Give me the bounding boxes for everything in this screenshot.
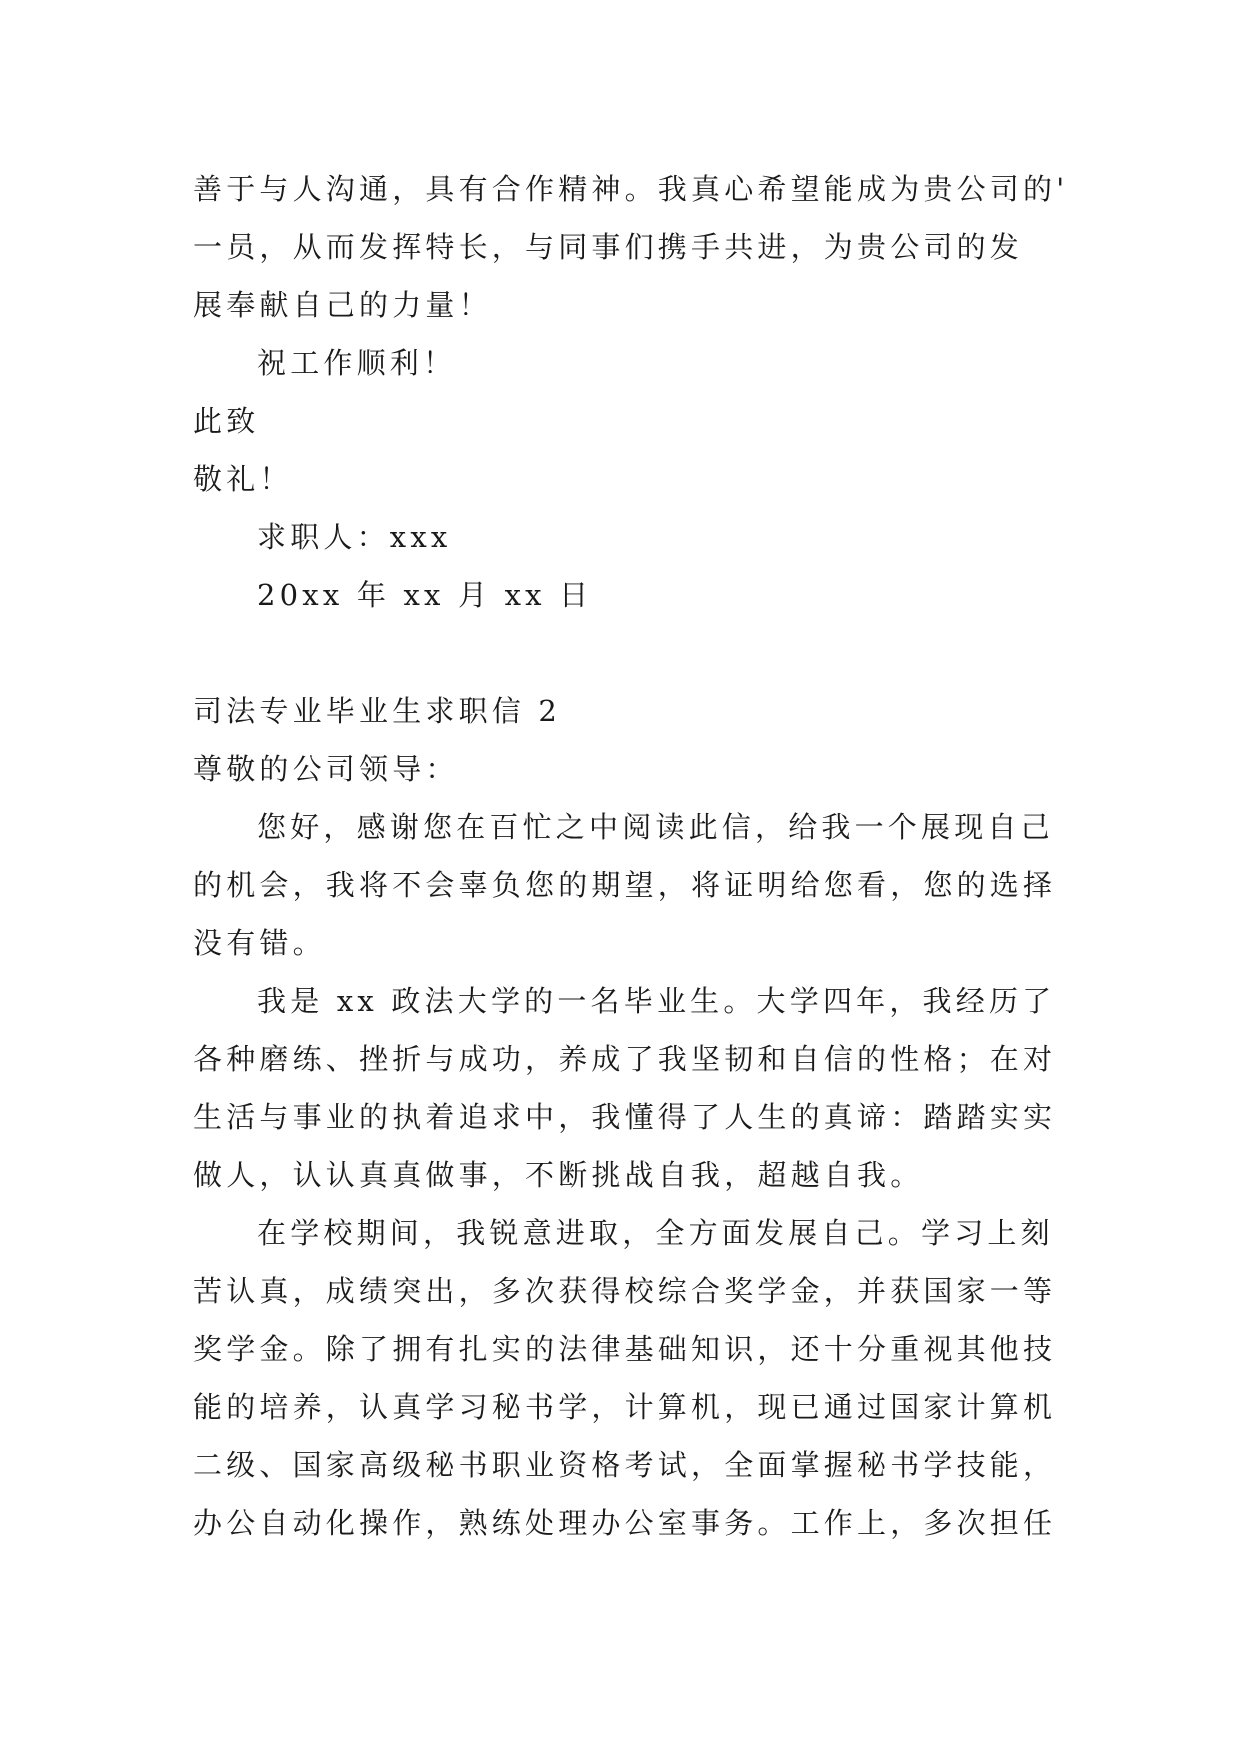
letter2-p3-line: 二级、国家高级秘书职业资格考试，全面掌握秘书学技能，	[193, 1448, 1057, 1482]
letter2-p3-line: 奖学金。除了拥有扎实的法律基础知识，还十分重视其他技	[193, 1332, 1057, 1366]
letter1-signature: 求职人：xxx	[257, 520, 452, 554]
letter1-line: 善于与人沟通，具有合作精神。我真心希望能成为贵公司的'	[193, 172, 1069, 206]
letter1-closing-2: 敬礼！	[193, 462, 293, 496]
letter2-p2-line: 做人，认认真真做事，不断挑战自我，超越自我。	[193, 1158, 924, 1192]
letter2-p2-line: 我是 xx 政法大学的一名毕业生。大学四年，我经历了	[257, 984, 1056, 1018]
section-gap	[193, 624, 1053, 682]
letter1-wish: 祝工作顺利！	[257, 346, 457, 380]
letter1-date: 20xx 年 xx 月 xx 日	[257, 578, 593, 612]
letter2-p3-line: 在学校期间，我锐意进取，全方面发展自己。学习上刻	[257, 1216, 1054, 1250]
letter1-closing-1: 此致	[193, 404, 260, 438]
letter2-p1-line: 您好，感谢您在百忙之中阅读此信，给我一个展现自己	[257, 810, 1054, 844]
letter2-salutation: 尊敬的公司领导：	[193, 752, 459, 786]
letter2-p3-line: 苦认真，成绩突出，多次获得校综合奖学金，并获国家一等	[193, 1274, 1057, 1308]
letter2-p1-line: 没有错。	[193, 926, 326, 960]
letter2-p3-line: 办公自动化操作，熟练处理办公室事务。工作上，多次担任	[193, 1506, 1057, 1540]
letter2-p1-line: 的机会，我将不会辜负您的期望，将证明给您看，您的选择	[193, 868, 1057, 902]
document-page	[193, 160, 1069, 1552]
letter2-p2-line: 各种磨练、挫折与成功，养成了我坚韧和自信的性格；在对	[193, 1042, 1057, 1076]
letter2-title: 司法专业毕业生求职信 2	[193, 694, 562, 728]
letter2-p3-line: 能的培养，认真学习秘书学，计算机，现已通过国家计算机	[193, 1390, 1057, 1424]
letter2-p2-line: 生活与事业的执着追求中，我懂得了人生的真谛：踏踏实实	[193, 1100, 1057, 1134]
letter1-line: 一员，从而发挥特长，与同事们携手共进，为贵公司的发	[193, 230, 1024, 264]
letter1-line: 展奉献自己的力量！	[193, 288, 492, 322]
